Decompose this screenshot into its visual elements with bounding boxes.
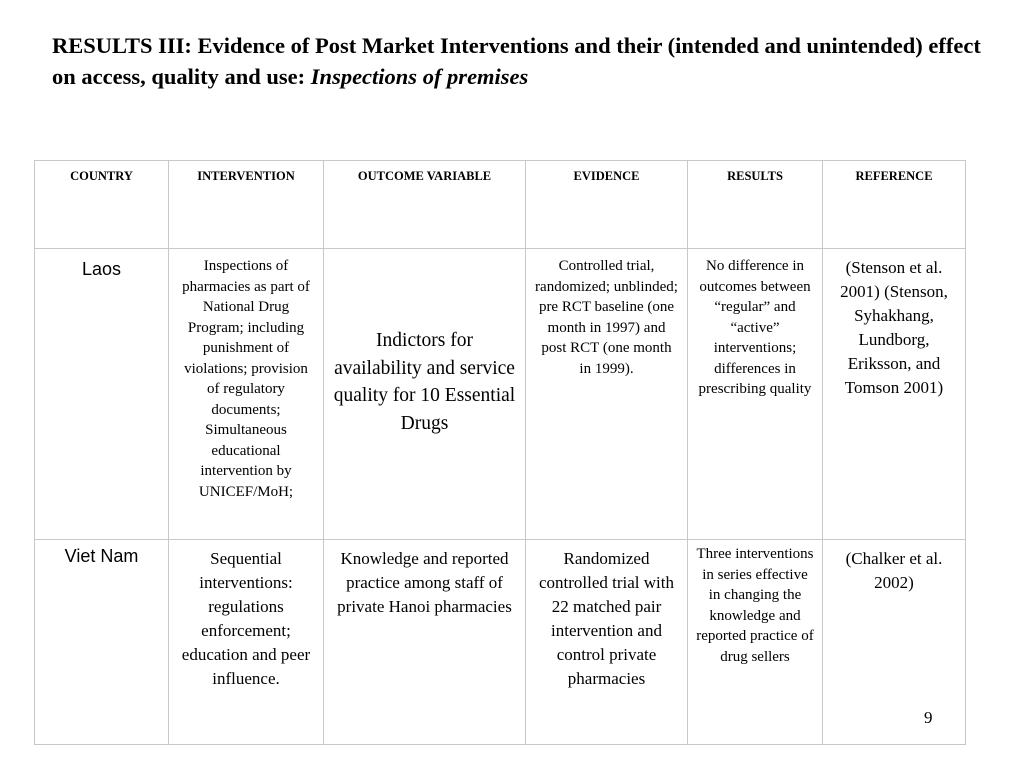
cell-intervention: Inspections of pharmacies as part of National Drug Program; including punishment of violations; provision of regulatory documents; Simultaneous educational intervention by UNICEF/MoH; (169, 249, 324, 540)
header-reference: REFERENCE (823, 161, 966, 249)
cell-outcome: Knowledge and reported practice among staff of private Hanoi pharmacies (324, 540, 526, 745)
cell-intervention: Sequential interventions: regulations enforcement; education and peer influence. (169, 540, 324, 745)
header-row (35, 161, 966, 249)
table-row (35, 249, 966, 540)
table-row (35, 540, 966, 745)
cell-evidence: Controlled trial, randomized; unblinded; pre RCT baseline (one month in 1997) and post RCT (one month in 1999). (526, 249, 688, 540)
cell-country: Laos (35, 249, 169, 540)
cell-outcome: Indictors for availability and service quality for 10 Essential Drugs (324, 249, 526, 540)
header-evidence: EVIDENCE (526, 161, 688, 249)
header-outcome-variable: OUTCOME VARIABLE (324, 161, 526, 249)
cell-reference: (Stenson et al. 2001) (Stenson, Syhakhang, Lundborg, Eriksson, and Tomson 2001) (823, 249, 966, 540)
cell-results: No difference in outcomes between “regular” and “active” interventions; differences in prescribing quality (688, 249, 823, 540)
cell-reference: (Chalker et al. 2002) (823, 540, 966, 745)
slide-title (52, 30, 982, 92)
header-results: RESULTS (688, 161, 823, 249)
slide-title-main: RESULTS III: Evidence of Post Market Interventions and their (intended and unintended) effect on access, quality and use: (52, 33, 981, 89)
cell-country: Viet Nam (35, 540, 169, 745)
page-number: 9 (924, 708, 933, 727)
slide-title-italic: Inspections of premises (310, 64, 529, 89)
cell-results: Three interventions in series effective in changing the knowledge and reported practice of drug sellers (688, 540, 823, 745)
results-table (34, 160, 966, 745)
header-country: COUNTRY (35, 161, 169, 249)
cell-evidence: Randomized controlled trial with 22 matched pair intervention and control private pharmacies (526, 540, 688, 745)
header-intervention: INTERVENTION (169, 161, 324, 249)
